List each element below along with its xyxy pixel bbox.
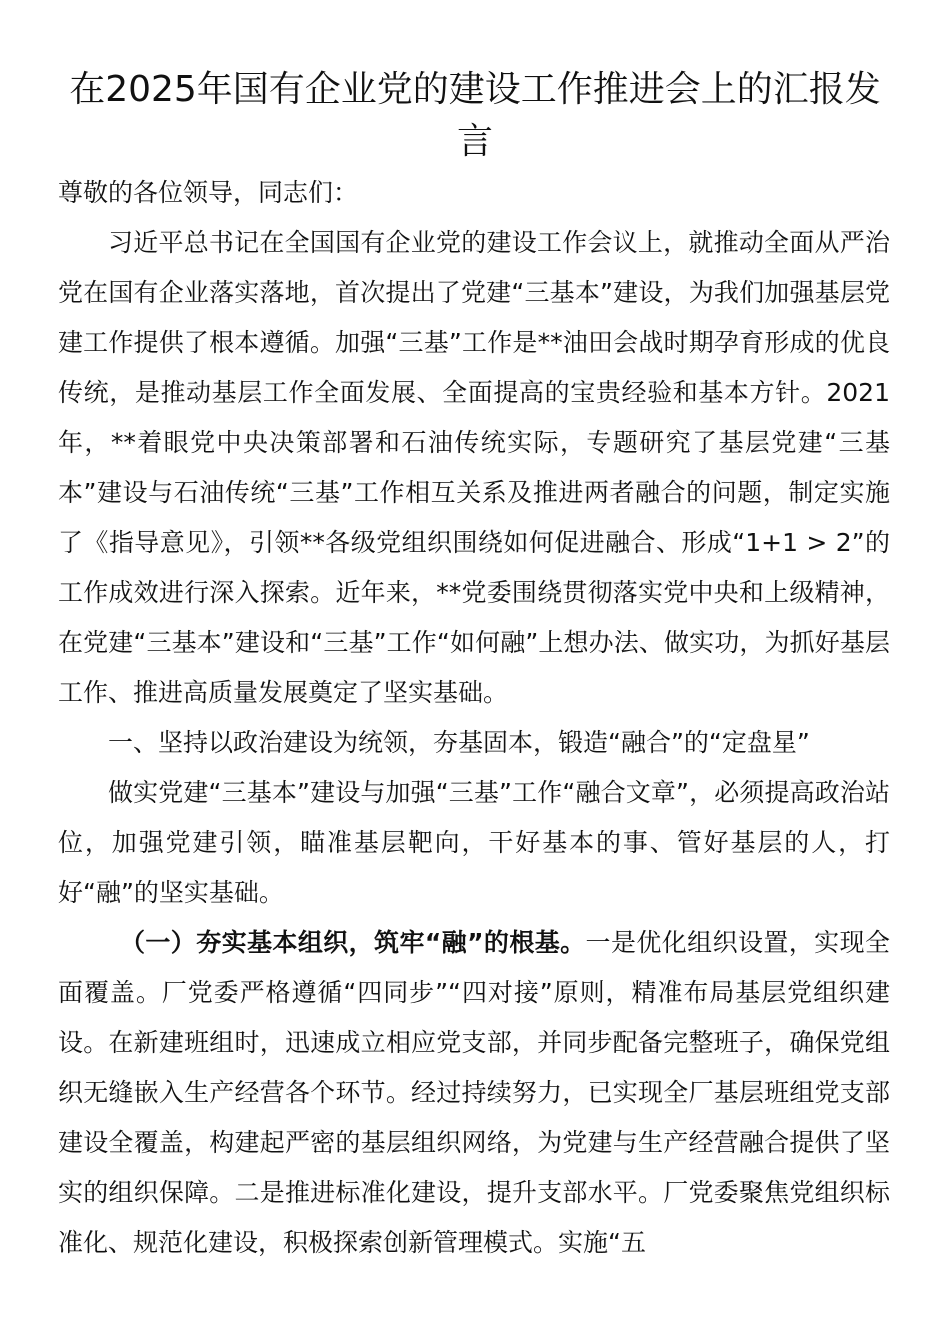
document-body — [58, 168, 890, 1268]
section-1-paragraph: 做实党建“三基本”建设与加强“三基”工作“融合文章”，必须提高政治站位，加强党建引领，瞄准基层靶向，干好基本的事、管好基层的人，打好“融”的坚实基础。 — [58, 778, 890, 907]
salutation: 尊敬的各位领导，同志们： — [58, 178, 359, 207]
intro-paragraph: 习近平总书记在全国国有企业党的建设工作会议上，就推动全面从严治党在国有企业落实落地，首次提出了党建“三基本”建设，为我们加强基层党建工作提供了根本遵循。加强“三基”工作是**油田会战时期孕育形成的优良传统，是推动基层工作全面发展、全面提高的宝贵经验和基本方针。2021年，**着眼党中央决策部署和石油传统实际，专题研究了基层党建“三基本”建设与石油传统“三基”工作相互关系及推进两者融合的问题，制定实施了《指导意见》，引领**各级党组织围绕如何促进融合、形成“1+1 > 2”的工作成效进行深入探索。近年来，**党委围绕贯彻落实党中央和上级精神，在党建“三基本”建设和“三基”工作“如何融”上想办法、做实功，为抓好基层工作、推进高质量发展奠定了坚实基础。 — [58, 228, 890, 707]
document-title: 在2025年国有企业党的建设工作推进会上的汇报发言 — [69, 69, 881, 162]
subsection-1-heading: （一）夯实基本组织，筑牢“融”的根基。 — [120, 928, 586, 957]
subsection-1-paragraph — [58, 918, 890, 1268]
section-1-heading: 一、坚持以政治建设为统领，夯基固本，锻造“融合”的“定盘星” — [108, 728, 810, 757]
subsection-1-text: 一是优化组织设置，实现全面覆盖。厂党委严格遵循“四同步”“四对接”原则，精准布局基层党组织建设。在新建班组时，迅速成立相应党支部，并同步配备完整班子，确保党组织无缝嵌入生产经营各个环节。经过持续努力，已实现全厂基层班组党支部建设全覆盖，构建起严密的基层组织网络，为党建与生产经营融合提供了坚实的组织保障。二是推进标准化建设，提升支部水平。厂党委聚焦党组织标准化、规范化建设，积极探索创新管理模式。实施“五 — [58, 928, 890, 1257]
